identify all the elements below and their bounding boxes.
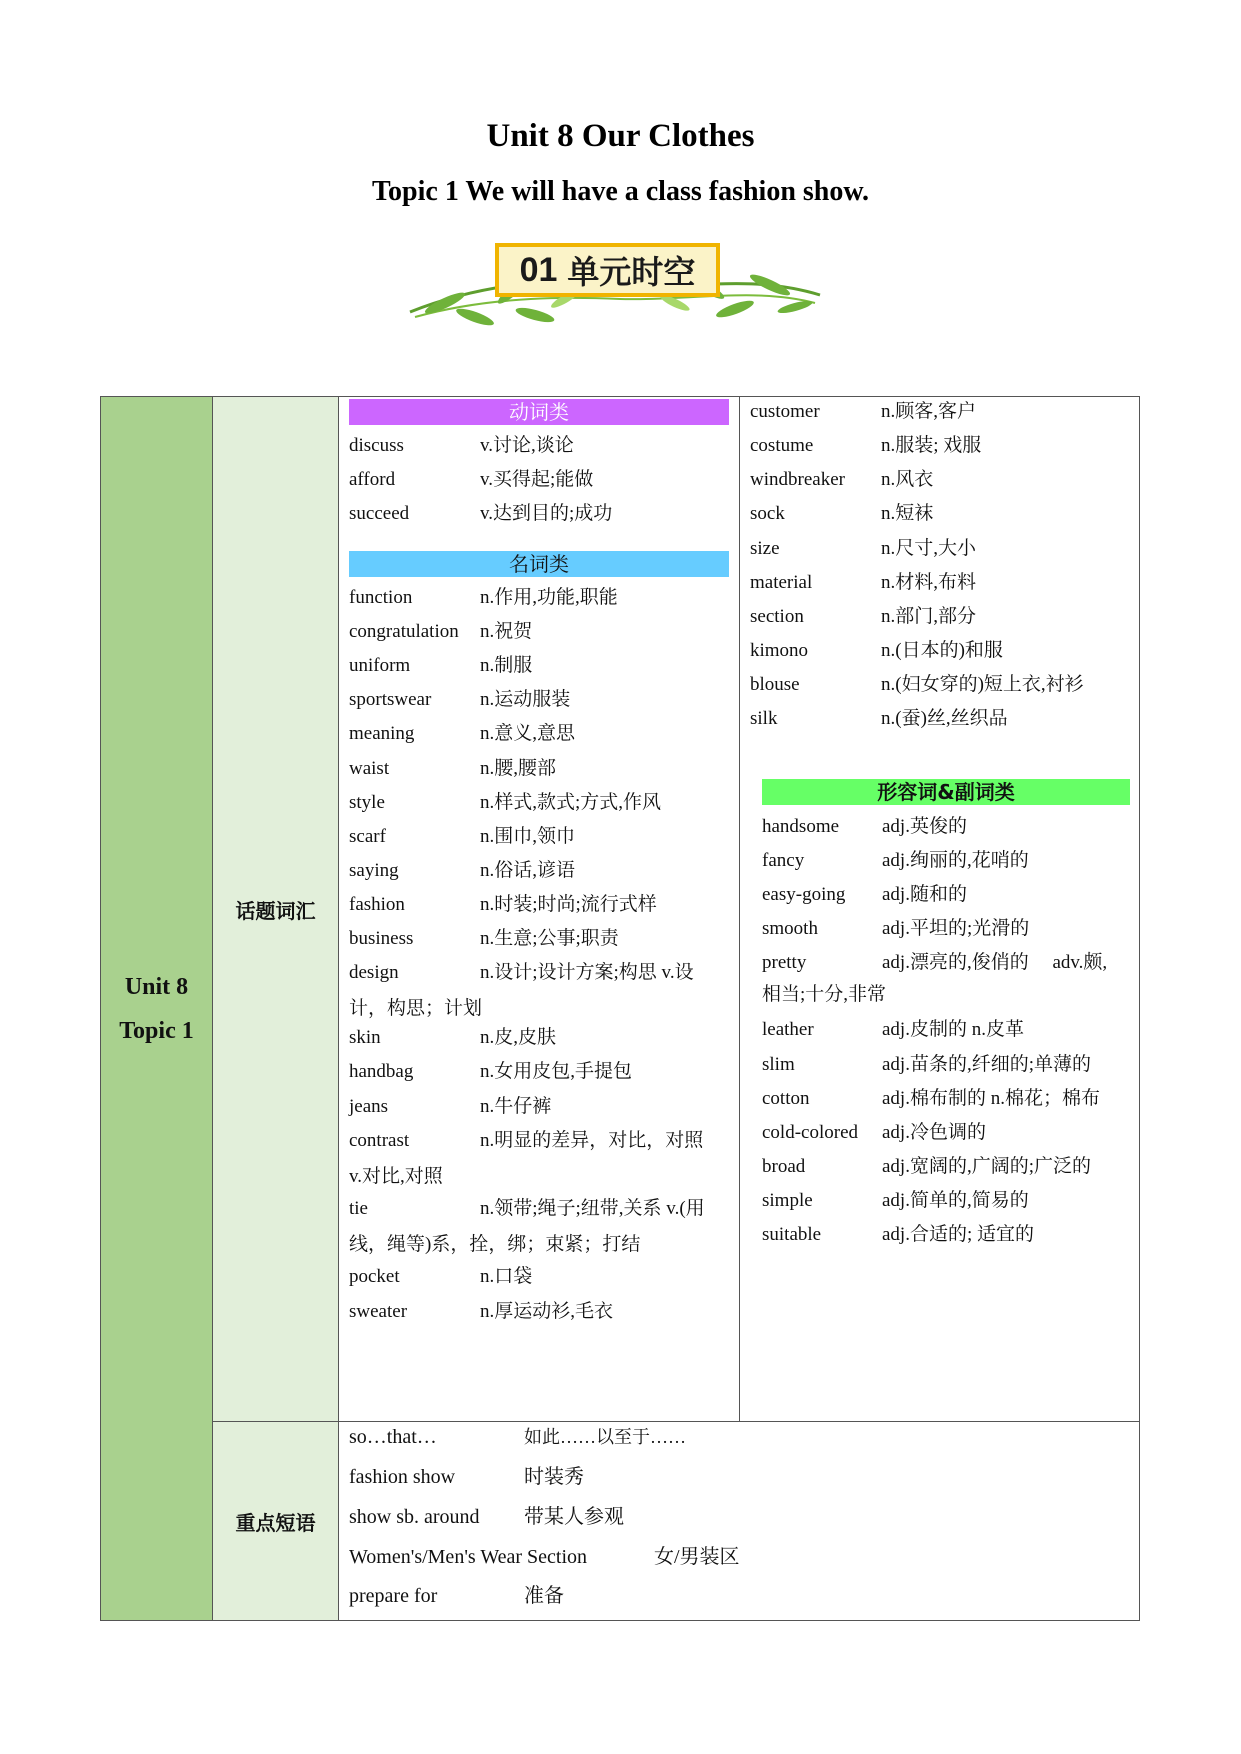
adjectives-heading: 形容词&副词类 — [762, 779, 1130, 805]
nouns-heading: 名词类 — [349, 551, 729, 577]
word-row: cold-colored adj.冷色调的 — [762, 1122, 986, 1143]
word-row: smooth adj.平坦的;光滑的 — [762, 918, 1030, 939]
phrase-row: show sb. around 带某人参观 — [349, 1506, 624, 1528]
word-row: handsome adj.英俊的 — [762, 816, 967, 837]
section-banner — [495, 243, 720, 297]
word-row: business n.生意;公事;职责 — [349, 928, 619, 949]
vocab-right-column — [740, 397, 1139, 1422]
phrase-label-cell — [213, 1422, 339, 1620]
word-row: handbag n.女用皮包,手提包 — [349, 1061, 633, 1082]
word-row: function n.作用,功能,职能 — [349, 587, 618, 608]
word-row: afford v.买得起;能做 — [349, 469, 594, 490]
word-row: silk n.(蚕)丝,丝织品 — [750, 708, 1008, 729]
word-row: material n.材料,布料 — [750, 572, 977, 593]
word-row-continuation: 相当;十分,非常 — [762, 984, 887, 1005]
phrase-row: so…that… 如此……以至于…… — [349, 1426, 686, 1448]
word-row: uniform n.制服 — [349, 655, 533, 676]
word-row: slim adj.苗条的,纤细的;单薄的 — [762, 1054, 1091, 1075]
word-row: sportswear n.运动服装 — [349, 689, 571, 710]
word-row: cotton adj.棉布制的 n.棉花；棉布 — [762, 1088, 1100, 1109]
unit-topic-cell — [101, 397, 213, 1620]
word-row: pocket n.口袋 — [349, 1266, 533, 1287]
word-row: pretty adj.漂亮的,俊俏的 adv.颇, — [762, 952, 1108, 973]
word-row: congratulation n.祝贺 — [349, 621, 533, 642]
word-row: sock n.短袜 — [750, 503, 934, 524]
word-row: simple adj.简单的,简易的 — [762, 1190, 1029, 1211]
vocabulary-table — [100, 396, 1140, 1621]
phrase-row: Women's/Men's Wear Section 女/男装区 — [349, 1546, 740, 1568]
word-row: meaning n.意义,意思 — [349, 723, 576, 744]
word-row: sweater n.厚运动衫,毛衣 — [349, 1301, 614, 1322]
word-row: easy-going adj.随和的 — [762, 884, 967, 905]
word-row: section n.部门,部分 — [750, 606, 977, 627]
word-row: saying n.俗话,谚语 — [349, 860, 576, 881]
vocab-label-cell — [213, 397, 339, 1422]
word-row: size n.尺寸,大小 — [750, 538, 977, 559]
word-row: scarf n.围巾,领巾 — [349, 826, 576, 847]
word-row: discuss v.讨论,谈论 — [349, 435, 574, 456]
phrase-column — [339, 1422, 1139, 1620]
word-row: fashion n.时装;时尚;流行式样 — [349, 894, 657, 915]
word-row: suitable adj.合适的; 适宜的 — [762, 1224, 1034, 1245]
banner-number: 01 — [519, 250, 558, 289]
word-row: waist n.腰,腰部 — [349, 758, 557, 779]
unit-label: Unit 8 — [124, 973, 189, 1000]
verbs-heading: 动词类 — [349, 399, 729, 425]
word-row: contrast n.明显的差异，对比，对照 v.对比,对照 — [349, 1130, 704, 1187]
unit-title: Unit 8 Our Clothes — [486, 118, 755, 154]
vocab-label: 话题词汇 — [235, 898, 316, 923]
word-row: leather adj.皮制的 n.皮革 — [762, 1019, 1024, 1040]
word-row: windbreaker n.风衣 — [750, 469, 934, 490]
word-row: jeans n.牛仔裤 — [349, 1096, 552, 1117]
phrase-row: fashion show 时装秀 — [349, 1466, 584, 1488]
word-row: fancy adj.绚丽的,花哨的 — [762, 850, 1029, 871]
word-row: tie n.领带;绳子;纽带,关系 v.(用 线，绳等)系，拴，绑；束紧；打结 — [349, 1198, 705, 1255]
word-row: kimono n.(日本的)和服 — [750, 640, 1003, 661]
word-row: skin n.皮,皮肤 — [349, 1027, 557, 1048]
word-row: style n.样式,款式;方式,作风 — [349, 792, 662, 813]
word-row: design n.设计;设计方案;构思 v.设 计，构思；计划 — [349, 962, 694, 1019]
word-row: costume n.服装; 戏服 — [750, 435, 982, 456]
word-row: blouse n.(妇女穿的)短上衣,衬衫 — [750, 674, 1084, 695]
topic-title: Topic 1 We will have a class fashion show. — [371, 176, 870, 207]
vocab-left-column — [339, 397, 740, 1422]
phrase-label: 重点短语 — [235, 1510, 316, 1535]
phrase-row: prepare for 准备 — [349, 1585, 564, 1607]
word-row: succeed v.达到目的;成功 — [349, 503, 613, 524]
banner-text: 单元时空 — [567, 253, 696, 291]
topic-label: Topic 1 — [119, 1017, 194, 1044]
word-row: customer n.顾客,客户 — [750, 401, 977, 422]
word-row: broad adj.宽阔的,广阔的;广泛的 — [762, 1156, 1091, 1177]
